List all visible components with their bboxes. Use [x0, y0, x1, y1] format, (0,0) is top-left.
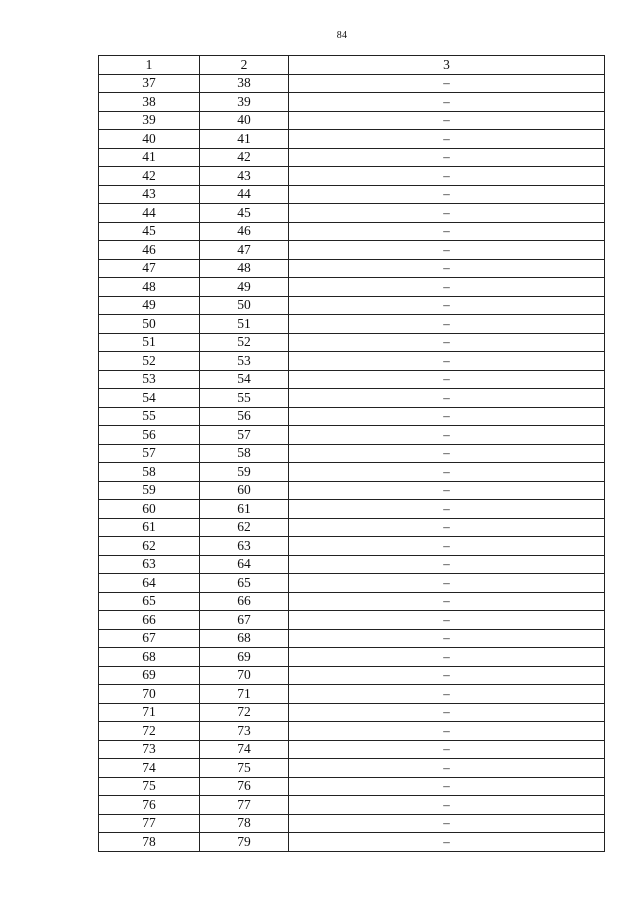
- table-cell-col-1: 55: [99, 407, 200, 426]
- table-row: [99, 611, 605, 630]
- table-row: [99, 111, 605, 130]
- table-cell-col-1: 60: [99, 500, 200, 519]
- table-cell-col-3: –: [289, 666, 605, 685]
- table-row: [99, 74, 605, 93]
- table-row: [99, 241, 605, 260]
- table-cell-col-1: 76: [99, 796, 200, 815]
- table-cell-col-2: 42: [200, 148, 289, 167]
- table-cell-col-3: –: [289, 555, 605, 574]
- table-cell-col-1: 74: [99, 759, 200, 778]
- table-cell-col-1: 68: [99, 648, 200, 667]
- table-cell-col-1: 49: [99, 296, 200, 315]
- table-cell-col-1: 46: [99, 241, 200, 260]
- table-cell-col-2: 67: [200, 611, 289, 630]
- table-cell-col-2: 69: [200, 648, 289, 667]
- table-row: [99, 814, 605, 833]
- table-cell-col-3: –: [289, 148, 605, 167]
- table-cell-col-3: –: [289, 389, 605, 408]
- table-cell-col-3: –: [289, 574, 605, 593]
- table-cell-col-3: –: [289, 537, 605, 556]
- table-cell-col-3: –: [289, 814, 605, 833]
- table-row: [99, 204, 605, 223]
- table-row: [99, 629, 605, 648]
- table-cell-col-1: 61: [99, 518, 200, 537]
- table-cell-col-1: 57: [99, 444, 200, 463]
- table-row: [99, 185, 605, 204]
- column-header-3: 3: [289, 56, 605, 75]
- table-cell-col-3: –: [289, 481, 605, 500]
- table-cell-col-3: –: [289, 444, 605, 463]
- table-cell-col-1: 54: [99, 389, 200, 408]
- table-cell-col-1: 51: [99, 333, 200, 352]
- table-row: [99, 722, 605, 741]
- table-cell-col-1: 48: [99, 278, 200, 297]
- table-row: [99, 333, 605, 352]
- table-cell-col-3: –: [289, 463, 605, 482]
- table-row: [99, 407, 605, 426]
- table-header: [99, 56, 605, 75]
- table-row: [99, 555, 605, 574]
- table-cell-col-3: –: [289, 592, 605, 611]
- table-cell-col-2: 47: [200, 241, 289, 260]
- table-cell-col-1: 50: [99, 315, 200, 334]
- table-row: [99, 777, 605, 796]
- table-row: [99, 315, 605, 334]
- table-cell-col-3: –: [289, 296, 605, 315]
- table-cell-col-2: 46: [200, 222, 289, 241]
- table-cell-col-1: 66: [99, 611, 200, 630]
- table-cell-col-1: 52: [99, 352, 200, 371]
- table-cell-col-1: 77: [99, 814, 200, 833]
- table-cell-col-2: 55: [200, 389, 289, 408]
- table-row: [99, 426, 605, 445]
- table-cell-col-1: 71: [99, 703, 200, 722]
- data-table: [98, 55, 605, 852]
- table-cell-col-3: –: [289, 204, 605, 223]
- table-cell-col-3: –: [289, 518, 605, 537]
- table-row: [99, 370, 605, 389]
- table-row: [99, 703, 605, 722]
- table-row: [99, 259, 605, 278]
- table-cell-col-1: 43: [99, 185, 200, 204]
- table-cell-col-3: –: [289, 722, 605, 741]
- header-row: [99, 56, 605, 75]
- table-cell-col-2: 48: [200, 259, 289, 278]
- table-cell-col-3: –: [289, 259, 605, 278]
- table-cell-col-3: –: [289, 222, 605, 241]
- table-cell-col-3: –: [289, 130, 605, 149]
- table-cell-col-1: 45: [99, 222, 200, 241]
- table-cell-col-3: –: [289, 685, 605, 704]
- table-cell-col-3: –: [289, 167, 605, 186]
- table-cell-col-3: –: [289, 111, 605, 130]
- table-cell-col-2: 74: [200, 740, 289, 759]
- table-cell-col-2: 51: [200, 315, 289, 334]
- table-cell-col-1: 73: [99, 740, 200, 759]
- table-cell-col-2: 63: [200, 537, 289, 556]
- table-cell-col-2: 68: [200, 629, 289, 648]
- table-cell-col-1: 65: [99, 592, 200, 611]
- table-row: [99, 278, 605, 297]
- table-cell-col-1: 70: [99, 685, 200, 704]
- table-cell-col-3: –: [289, 315, 605, 334]
- table-cell-col-3: –: [289, 426, 605, 445]
- table-row: [99, 148, 605, 167]
- table-row: [99, 93, 605, 112]
- table-cell-col-1: 64: [99, 574, 200, 593]
- table-cell-col-3: –: [289, 648, 605, 667]
- table-cell-col-2: 75: [200, 759, 289, 778]
- table-cell-col-2: 73: [200, 722, 289, 741]
- table-cell-col-2: 70: [200, 666, 289, 685]
- table-cell-col-1: 67: [99, 629, 200, 648]
- table-cell-col-2: 72: [200, 703, 289, 722]
- table-cell-col-1: 37: [99, 74, 200, 93]
- table-cell-col-3: –: [289, 185, 605, 204]
- table-cell-col-2: 39: [200, 93, 289, 112]
- table-cell-col-1: 38: [99, 93, 200, 112]
- table-row: [99, 648, 605, 667]
- table-cell-col-1: 63: [99, 555, 200, 574]
- column-header-2: 2: [200, 56, 289, 75]
- table-cell-col-1: 39: [99, 111, 200, 130]
- table-row: [99, 463, 605, 482]
- table-cell-col-1: 62: [99, 537, 200, 556]
- table-cell-col-1: 47: [99, 259, 200, 278]
- table-row: [99, 222, 605, 241]
- table-cell-col-2: 71: [200, 685, 289, 704]
- table-row: [99, 685, 605, 704]
- table-cell-col-3: –: [289, 93, 605, 112]
- table-cell-col-2: 61: [200, 500, 289, 519]
- table-cell-col-3: –: [289, 759, 605, 778]
- table-cell-col-1: 78: [99, 833, 200, 852]
- table-row: [99, 518, 605, 537]
- table-cell-col-1: 40: [99, 130, 200, 149]
- table-row: [99, 833, 605, 852]
- table-cell-col-3: –: [289, 611, 605, 630]
- table-row: [99, 759, 605, 778]
- table-cell-col-3: –: [289, 796, 605, 815]
- table-cell-col-1: 44: [99, 204, 200, 223]
- table-cell-col-2: 50: [200, 296, 289, 315]
- table-cell-col-3: –: [289, 740, 605, 759]
- table-cell-col-2: 76: [200, 777, 289, 796]
- table-cell-col-2: 78: [200, 814, 289, 833]
- table-row: [99, 740, 605, 759]
- table-cell-col-3: –: [289, 629, 605, 648]
- table-cell-col-2: 56: [200, 407, 289, 426]
- table-cell-col-2: 38: [200, 74, 289, 93]
- table-cell-col-3: –: [289, 500, 605, 519]
- table-cell-col-3: –: [289, 777, 605, 796]
- table-cell-col-3: –: [289, 407, 605, 426]
- table-cell-col-1: 59: [99, 481, 200, 500]
- table-cell-col-2: 62: [200, 518, 289, 537]
- table-cell-col-2: 79: [200, 833, 289, 852]
- table-cell-col-2: 54: [200, 370, 289, 389]
- table-cell-col-3: –: [289, 74, 605, 93]
- table-row: [99, 130, 605, 149]
- table-cell-col-3: –: [289, 333, 605, 352]
- table-cell-col-3: –: [289, 241, 605, 260]
- table-cell-col-1: 72: [99, 722, 200, 741]
- table-cell-col-2: 66: [200, 592, 289, 611]
- table-row: [99, 500, 605, 519]
- table-row: [99, 481, 605, 500]
- table-cell-col-3: –: [289, 833, 605, 852]
- column-header-1: 1: [99, 56, 200, 75]
- table-cell-col-2: 65: [200, 574, 289, 593]
- table-cell-col-1: 56: [99, 426, 200, 445]
- table-cell-col-2: 45: [200, 204, 289, 223]
- table-cell-col-1: 41: [99, 148, 200, 167]
- table-cell-col-2: 60: [200, 481, 289, 500]
- table-cell-col-2: 41: [200, 130, 289, 149]
- table-row: [99, 666, 605, 685]
- table-cell-col-2: 77: [200, 796, 289, 815]
- table-cell-col-1: 42: [99, 167, 200, 186]
- table-cell-col-2: 59: [200, 463, 289, 482]
- table-cell-col-2: 43: [200, 167, 289, 186]
- table-cell-col-2: 64: [200, 555, 289, 574]
- table-row: [99, 592, 605, 611]
- table-cell-col-2: 52: [200, 333, 289, 352]
- table-cell-col-1: 69: [99, 666, 200, 685]
- table-cell-col-2: 57: [200, 426, 289, 445]
- table-cell-col-1: 53: [99, 370, 200, 389]
- table-cell-col-2: 49: [200, 278, 289, 297]
- table-row: [99, 574, 605, 593]
- table-cell-col-1: 75: [99, 777, 200, 796]
- table-row: [99, 537, 605, 556]
- table-cell-col-3: –: [289, 278, 605, 297]
- table-cell-col-2: 44: [200, 185, 289, 204]
- table-cell-col-3: –: [289, 703, 605, 722]
- table-row: [99, 796, 605, 815]
- page-number: 84: [336, 30, 348, 41]
- table-cell-col-1: 58: [99, 463, 200, 482]
- table-cell-col-2: 53: [200, 352, 289, 371]
- table-cell-col-3: –: [289, 370, 605, 389]
- table-row: [99, 352, 605, 371]
- table-row: [99, 167, 605, 186]
- table-cell-col-2: 58: [200, 444, 289, 463]
- table-cell-col-2: 40: [200, 111, 289, 130]
- table-row: [99, 296, 605, 315]
- table-cell-col-3: –: [289, 352, 605, 371]
- table-row: [99, 444, 605, 463]
- table-row: [99, 389, 605, 408]
- table-body: [99, 74, 605, 851]
